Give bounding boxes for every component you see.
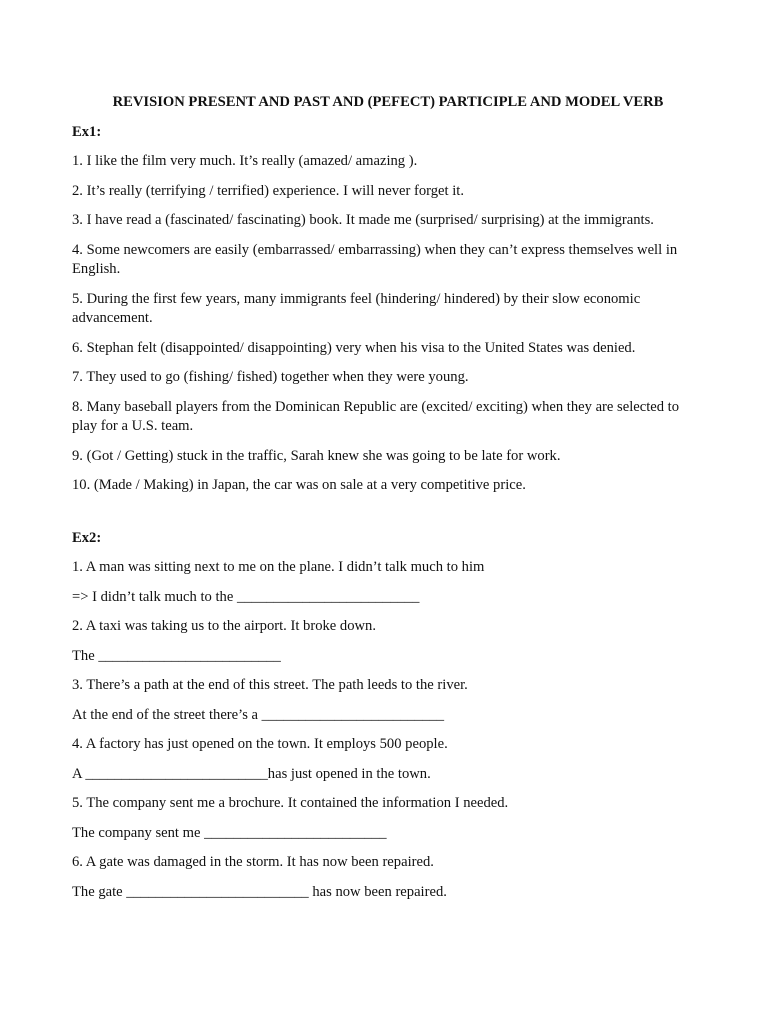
- ex1-item-9: 9. (Got / Getting) stuck in the traffic, Sarah knew she was going to be late for work.: [72, 447, 561, 464]
- ex1-item-10: 10. (Made / Making) in Japan, the car was on sale at a very competitive price.: [72, 477, 526, 493]
- ex1-item-4: 4. Some newcomers are easily (embarrassed/ embarrassing) when they can’t express themselves well in English.: [72, 241, 678, 277]
- ex1-item-7: 7. They used to go (fishing/ fished) together when they were young.: [72, 369, 469, 385]
- ex2-line-5: 3. There’s a path at the end of this street. The path leeds to the river.: [72, 677, 468, 693]
- ex2-line-9: 5. The company sent me a brochure. It contained the information I needed.: [72, 795, 509, 811]
- ex1-item-8: 8. Many baseball players from the Dominican Republic are (excited/ exciting) when they are selected to play for a U.S. team.: [72, 398, 680, 434]
- ex2-line-11: 6. A gate was damaged in the storm. It has now been repaired.: [72, 854, 434, 870]
- ex2-line-3: 2. A taxi was taking us to the airport. It broke down.: [72, 618, 376, 634]
- ex1-heading: Ex1:: [72, 123, 102, 140]
- ex1-item-6: 6. Stephan felt (disappointed/ disappointing) very when his visa to the United States was denied.: [72, 339, 636, 356]
- ex1-item-1: 1. I like the film very much. It’s really (amazed/ amazing ).: [72, 153, 418, 169]
- ex2-line-8: A _________________________has just opened in the town.: [72, 765, 431, 782]
- ex2-line-1: 1. A man was sitting next to me on the plane. I didn’t talk much to him: [72, 559, 485, 575]
- ex1-item-3: 3. I have read a (fascinated/ fascinating) book. It made me (surprised/ surprising) at the immigrants.: [72, 212, 654, 228]
- ex2-heading: Ex2:: [72, 529, 102, 546]
- ex1-item-5: 5. During the first few years, many immigrants feel (hindering/ hindered) by their slow economic advancement.: [72, 290, 641, 326]
- ex2-line-7: 4. A factory has just opened on the town. It employs 500 people.: [72, 736, 448, 752]
- ex2-line-10: The company sent me _________________________: [72, 824, 387, 841]
- ex2-line-6: At the end of the street there’s a _________________________: [72, 706, 445, 723]
- section-spacer: [72, 506, 704, 529]
- ex2-line-2: => I didn’t talk much to the _________________________: [72, 588, 420, 605]
- document-title: REVISION PRESENT AND PAST AND (PEFECT) PARTICIPLE AND MODEL VERB: [112, 94, 664, 110]
- ex1-item-2: 2. It’s really (terrifying / terrified) experience. I will never forget it.: [72, 182, 464, 199]
- ex2-line-12: The gate _________________________ has now been repaired.: [72, 883, 447, 900]
- ex2-line-4: The _________________________: [72, 647, 281, 664]
- document-content: [72, 93, 704, 912]
